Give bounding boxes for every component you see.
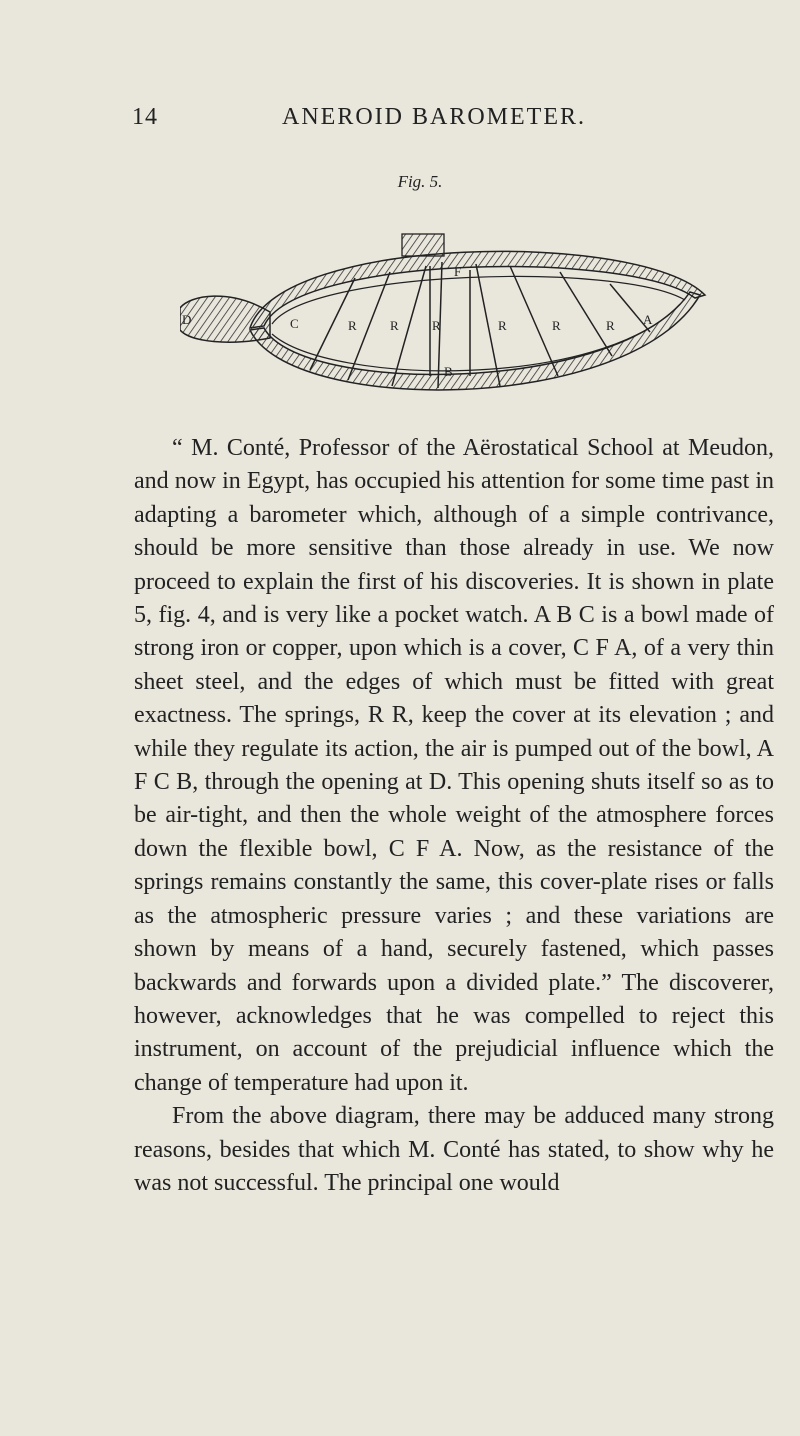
page-header <box>132 104 772 148</box>
label-a: A <box>643 312 653 327</box>
label-r-6: R <box>606 318 615 333</box>
paragraph-1: “ M. Conté, Professor of the Aërostatical School at Meudon, and now in Egypt, has occupied his attention for some time past in adapting a barometer which, although of a simple contrivance, should be more sensitive than those already in use. We now proceed to explain the first of his discoveries. It is shown in plate 5, fig. 4, and is very like a pocket watch. A B C is a bowl made of strong iron or copper, upon which is a cover, C F A, of a very thin sheet steel, and the edges of which must be fitted with great exactness. The springs, R R, keep the cover at its elevation ; and while they regulate its action, the air is pumped out of the bowl, A F C B, through the opening at D. This opening shuts itself so as to be air-tight, and then the whole weight of the atmosphere forces down the flexible bowl, C F A. Now, as the resistance of the springs remains constantly the same, this cover-plate rises or falls as the atmospheric pressure varies ; and these variations are shown by means of a hand, securely fastened, which passes backwards and forwards upon a divided plate.” The discoverer, however, acknowledges that he was compelled to reject this instrument, on account of the prejudicial influence which the change of temperature had upon it. <box>134 435 774 1096</box>
running-title: ANEROID BAROMETER. <box>282 104 586 130</box>
label-r-1: R <box>348 318 357 333</box>
label-r-4: R <box>498 318 507 333</box>
bowl-shell <box>180 234 705 390</box>
figure-caption: Fig. 5. <box>397 172 443 191</box>
page-number: 14 <box>132 104 158 130</box>
label-b: B <box>444 364 453 379</box>
label-r-2: R <box>390 318 399 333</box>
paragraph-2: From the above diagram, there may be adduced many strong reasons, besides that which M. Conté has stated, to show why he was not successful. The principal one would <box>134 1103 774 1196</box>
label-c: C <box>290 316 299 331</box>
label-r-3: R <box>432 318 441 333</box>
label-d: D <box>182 312 192 327</box>
label-f: F <box>454 264 462 279</box>
aneroid-diagram <box>180 200 740 410</box>
body-text <box>134 432 774 1200</box>
label-r-5: R <box>552 318 561 333</box>
